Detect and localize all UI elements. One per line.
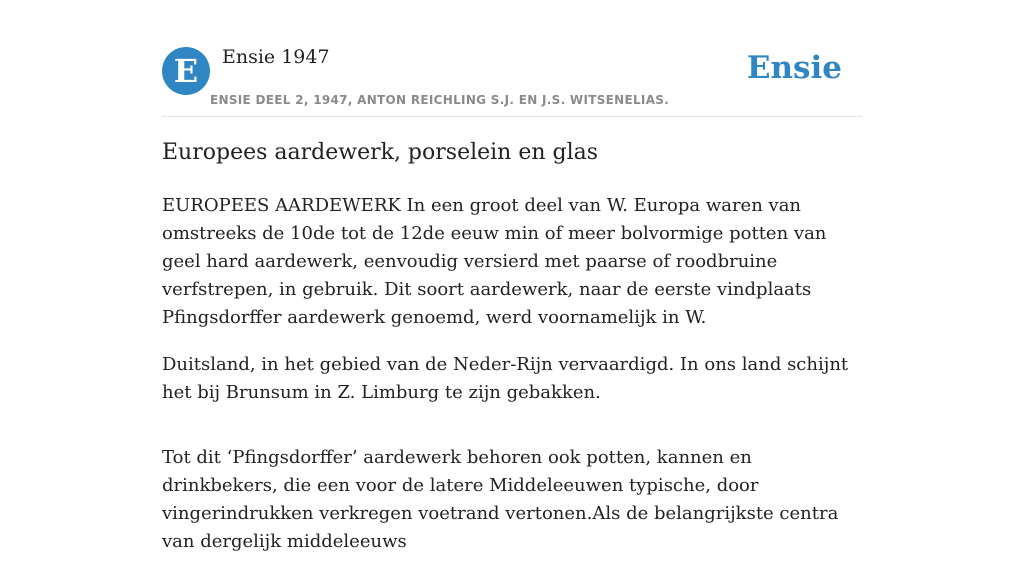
- article-paragraph: EUROPEES AARDEWERK In een groot deel van W. Europa waren van omstreeks de 10de tot de 12de eeuw min of meer bolvormige potten van geel hard aardewerk, eenvoudig versierd met paarse of roodbruine verfstrepen, in gebruik. Dit soort aardewerk, naar de eerste vindplaats Pfingsdorffer aardewerk genoemd, werd voornamelijk in W.: [162, 195, 827, 328]
- book-subtitle: ENSIE DEEL 2, 1947, ANTON REICHLING S.J. EN J.S. WITSENELIAS.: [210, 93, 670, 107]
- article-body: [162, 192, 868, 575]
- ensie-logo-icon[interactable]: E: [162, 47, 210, 95]
- article-paragraph: Tot dit ‘Pfingsdorffer’ aardewerk behoren ook potten, kannen en drinkbekers, die een voor de latere Middeleeuwen typische, door vingerindrukken verkregen voetrand vertonen.Als de belangrijkste centra van dergelijk middeleeuws: [162, 447, 839, 552]
- brand-logo[interactable]: Ensie: [746, 50, 842, 86]
- book-title[interactable]: Ensie 1947: [222, 46, 330, 68]
- article-title: Europees aardewerk, porselein en glas: [162, 140, 599, 165]
- header: [162, 46, 862, 117]
- article-paragraph: Duitsland, in het gebied van de Neder-Rijn vervaardigd. In ons land schijnt het bij Brunsum in Z. Limburg te zijn gebakken.: [162, 354, 849, 403]
